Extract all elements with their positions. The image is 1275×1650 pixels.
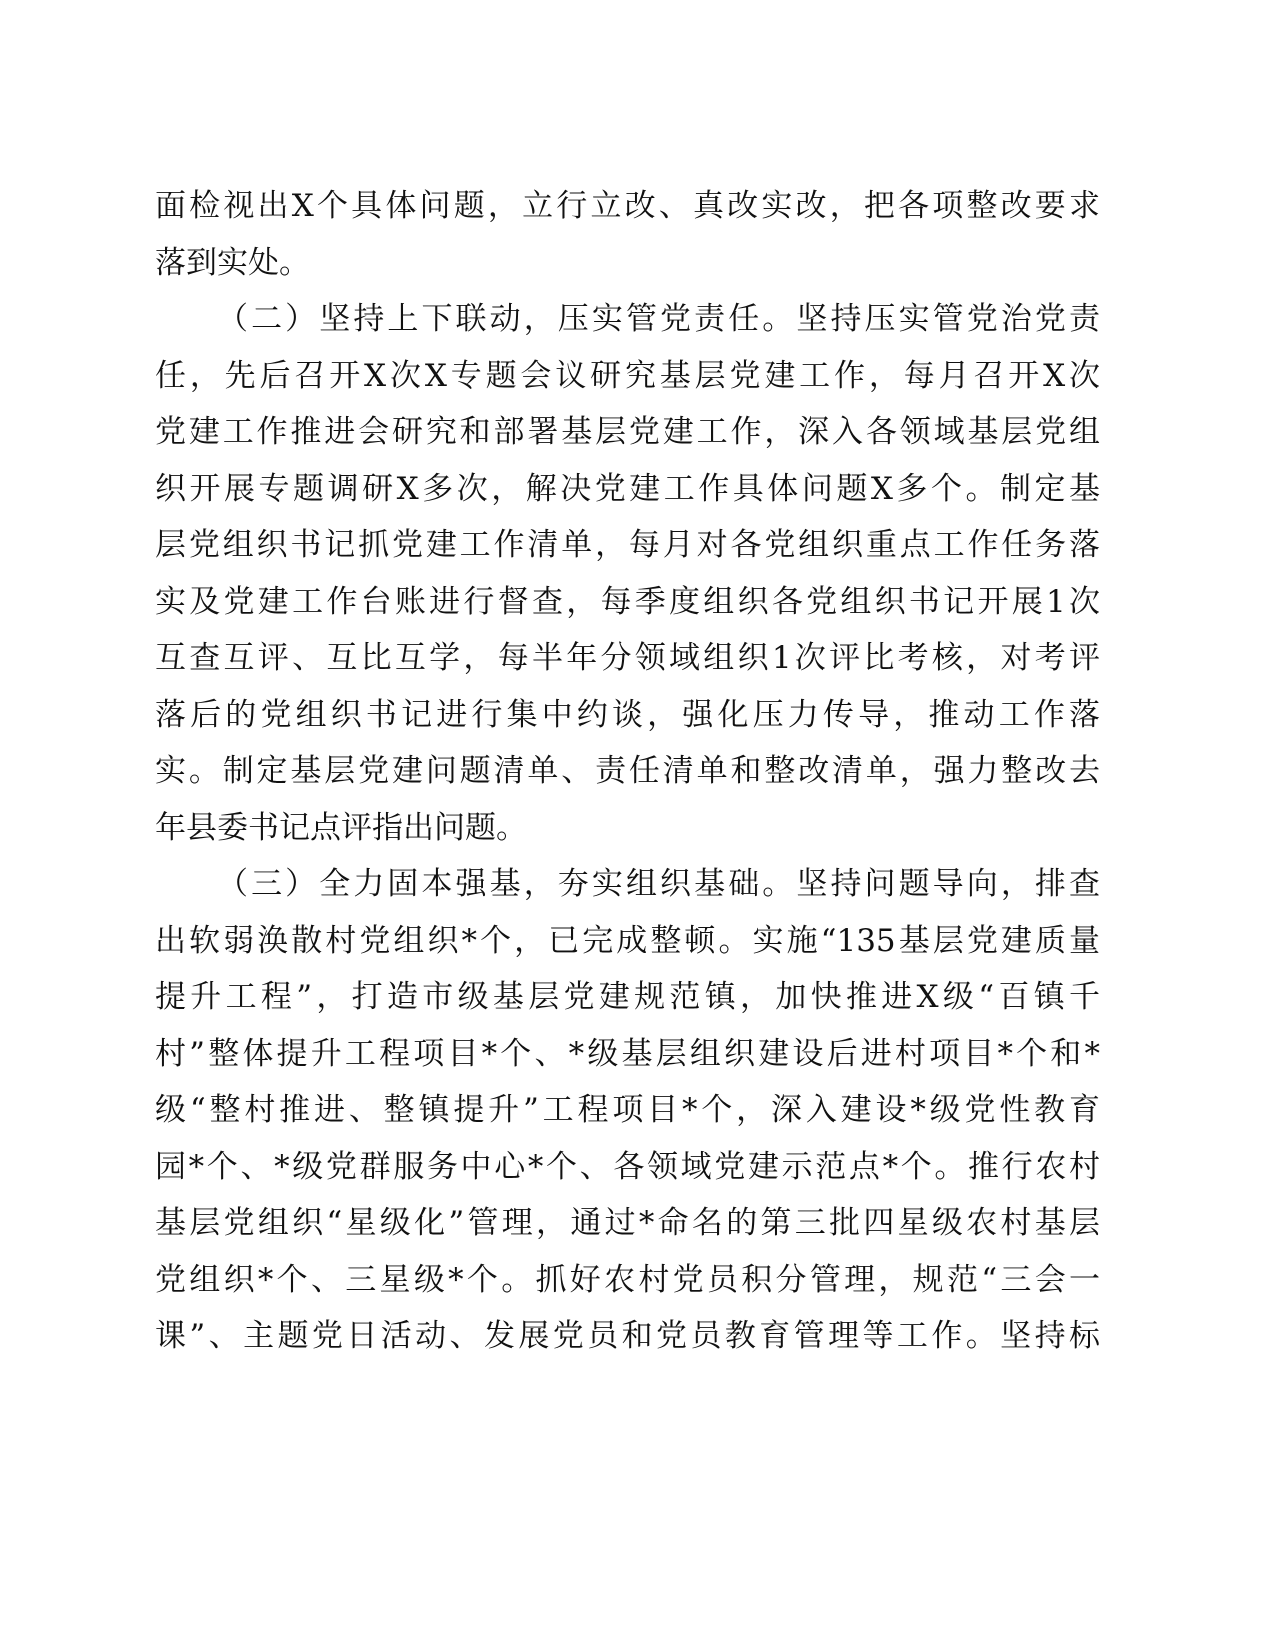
text-line: 园*个、*级党群服务中心*个、各领域党建示范点*个。推行农村 bbox=[155, 1148, 1100, 1185]
text-line: 年县委书记点评指出问题。 bbox=[155, 809, 527, 846]
text-line: 面检视出X个具体问题，立行立改、真改实改，把各项整改要求 bbox=[155, 188, 1100, 224]
section-heading-line: （二）坚持上下联动，压实管党责任。坚持压实管党治党责 bbox=[217, 301, 1100, 337]
section-heading-line: （三）全力固本强基，夯实组织基础。坚持问题导向，排查 bbox=[217, 866, 1100, 902]
text-line: 村”整体提升工程项目*个、*级基层组织建设后进村项目*个和* bbox=[155, 1035, 1100, 1072]
text-line: 落到实处。 bbox=[155, 244, 310, 281]
text-line: 党组织*个、三星级*个。抓好农村党员积分管理，规范“三会一 bbox=[155, 1261, 1100, 1298]
text-line: 任，先后召开X次X专题会议研究基层党建工作，每月召开X次 bbox=[155, 357, 1100, 394]
text-line: 互查互评、互比互学，每半年分领域组织1次评比考核，对考评 bbox=[155, 640, 1100, 676]
text-line: 织开展专题调研X多次，解决党建工作具体问题X多个。制定基 bbox=[155, 470, 1100, 507]
text-line: 出软弱涣散村党组织*个，已完成整顿。实施“135基层党建质量 bbox=[155, 922, 1100, 959]
text-line: 课”、主题党日活动、发展党员和党员教育管理等工作。坚持标 bbox=[155, 1318, 1100, 1354]
text-line: 基层党组织“星级化”管理，通过*命名的第三批四星级农村基层 bbox=[155, 1205, 1100, 1241]
text-line: 级“整村推进、整镇提升”工程项目*个，深入建设*级党性教育 bbox=[155, 1092, 1100, 1128]
document-body bbox=[155, 178, 1100, 1365]
text-line: 实。制定基层党建问题清单、责任清单和整改清单，强力整改去 bbox=[155, 753, 1100, 789]
text-line: 落后的党组织书记进行集中约谈，强化压力传导，推动工作落 bbox=[155, 696, 1100, 733]
text-line: 层党组织书记抓党建工作清单，每月对各党组织重点工作任务落 bbox=[155, 527, 1100, 563]
text-line: 党建工作推进会研究和部署基层党建工作，深入各领域基层党组 bbox=[155, 414, 1100, 450]
text-line: 实及党建工作台账进行督查，每季度组织各党组织书记开展1次 bbox=[155, 583, 1100, 620]
text-line: 提升工程”，打造市级基层党建规范镇，加快推进X级“百镇千 bbox=[155, 979, 1100, 1015]
